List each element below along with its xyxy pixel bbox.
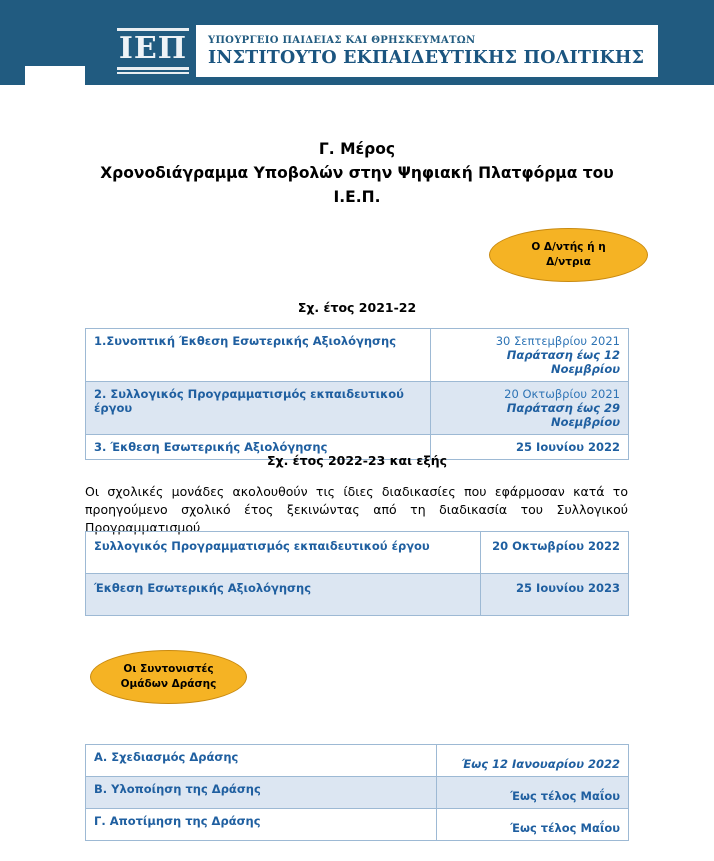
- section-heading-2021: Σχ. έτος 2021-22: [297, 300, 417, 315]
- row-date-text: Έως τέλος Μαΐου: [510, 789, 620, 803]
- row-date: [431, 329, 629, 382]
- row-date-extension: Παράταση έως 29 Νοεμβρίου: [506, 401, 620, 429]
- row-date-text: Έως τέλος Μαΐου: [510, 821, 620, 835]
- iep-logo-letters: ΙΕΠ: [118, 31, 188, 66]
- page-title-line2: Χρονοδιάγραμμα Υποβολών στην Ψηφιακή Πλατφόρμα του: [100, 164, 614, 183]
- table-row: [86, 745, 629, 777]
- section-heading-2022-wrap: [0, 453, 714, 468]
- row-date: [437, 745, 629, 777]
- row-label: Α. Σχεδιασμός Δράσης: [86, 745, 437, 777]
- ministry-name: ΥΠΟΥΡΓΕΙΟ ΠΑΙΔΕΙΑΣ ΚΑΙ ΘΡΗΣΚΕΥΜΑΤΩΝ: [208, 34, 476, 46]
- callout-director-line1: Ο Δ/ντής ή η: [531, 240, 606, 253]
- row-label: 1.Συνοπτική Έκθεση Εσωτερικής Αξιολόγησης: [86, 329, 431, 382]
- row-date: 25 Ιουνίου 2023: [481, 574, 629, 616]
- header-notch-decoration: [25, 66, 85, 85]
- callout-director-line2: Δ/ντρια: [546, 256, 591, 268]
- table-row: [86, 574, 629, 616]
- schedule-table-2021: [85, 328, 629, 460]
- row-date: [437, 777, 629, 809]
- row-label: Έκθεση Εσωτερικής Αξιολόγησης: [86, 574, 481, 616]
- table-2021-wrapper: [85, 328, 629, 460]
- table-row: [86, 777, 629, 809]
- row-label: 2. Συλλογικός Προγραμματισμός εκπαιδευτικού έργου: [86, 382, 431, 435]
- section-2022-paragraph-wrap: [85, 483, 628, 537]
- site-header-banner: [0, 0, 714, 85]
- row-date: [431, 382, 629, 435]
- schedule-table-2022: [85, 531, 629, 616]
- document-title-block: [0, 137, 714, 209]
- row-date-primary: 20 Οκτωβρίου 2021: [504, 387, 620, 401]
- callout-coordinators: [90, 650, 247, 704]
- row-label: Συλλογικός Προγραμματισμός εκπαιδευτικού έργου: [86, 532, 481, 574]
- row-date-primary: 25 Ιουνίου 2022: [516, 440, 620, 454]
- iep-logo: [110, 25, 658, 77]
- document-page: [0, 85, 714, 209]
- iep-logo-textbox: [196, 25, 658, 77]
- row-date-primary: 30 Σεπτεμβρίου 2021: [495, 334, 620, 348]
- table-row: [86, 329, 629, 382]
- schedule-table-actions: [85, 744, 629, 841]
- iep-logo-mark: [110, 25, 196, 77]
- row-date-text: Έως 12 Ιανουαρίου 2022: [461, 757, 620, 771]
- institute-name: ΙΝΣΤΙΤΟΥΤΟ ΕΚΠΑΙΔΕΥΤΙΚΗΣ ΠΟΛΙΤΙΚΗΣ: [208, 47, 645, 68]
- callout-director: [489, 228, 648, 282]
- row-label: Γ. Αποτίμηση της Δράσης: [86, 809, 437, 841]
- callout-coordinators-line2: Ομάδων Δράσης: [120, 678, 217, 690]
- page-title-line3: Ι.Ε.Π.: [333, 188, 381, 207]
- section-2022-paragraph: Οι σχολικές μονάδες ακολουθούν τις ίδιες διαδικασίες που εφάρμοσαν κατά το προηγούμενο σχολικό έτος ξεκινώντας από τη διαδικασία του Συλλογικού Προγραμματισμού: [85, 484, 628, 536]
- row-date-extension: Παράταση έως 12 Νοεμβρίου: [506, 348, 620, 376]
- table-actions-wrapper: [85, 744, 629, 841]
- callout-coordinators-line1: Οι Συντονιστές: [123, 662, 214, 675]
- page-title-line1: Γ. Μέρος: [318, 140, 396, 158]
- table-row: [86, 382, 629, 435]
- logo-rule-bottom: [117, 67, 189, 70]
- logo-rule-bottom-thin: [117, 72, 189, 74]
- row-label: Β. Υλοποίηση της Δράσης: [86, 777, 437, 809]
- table-row: [86, 809, 629, 841]
- row-label: 3. Έκθεση Εσωτερικής Αξιολόγησης: [86, 435, 431, 460]
- table-2022-wrapper: [85, 531, 629, 616]
- section-heading-2022: Σχ. έτος 2022-23 και εξής: [266, 453, 448, 468]
- section-heading-2021-wrap: [0, 300, 714, 315]
- table-row: [86, 532, 629, 574]
- row-date: 20 Οκτωβρίου 2022: [481, 532, 629, 574]
- row-date: [437, 809, 629, 841]
